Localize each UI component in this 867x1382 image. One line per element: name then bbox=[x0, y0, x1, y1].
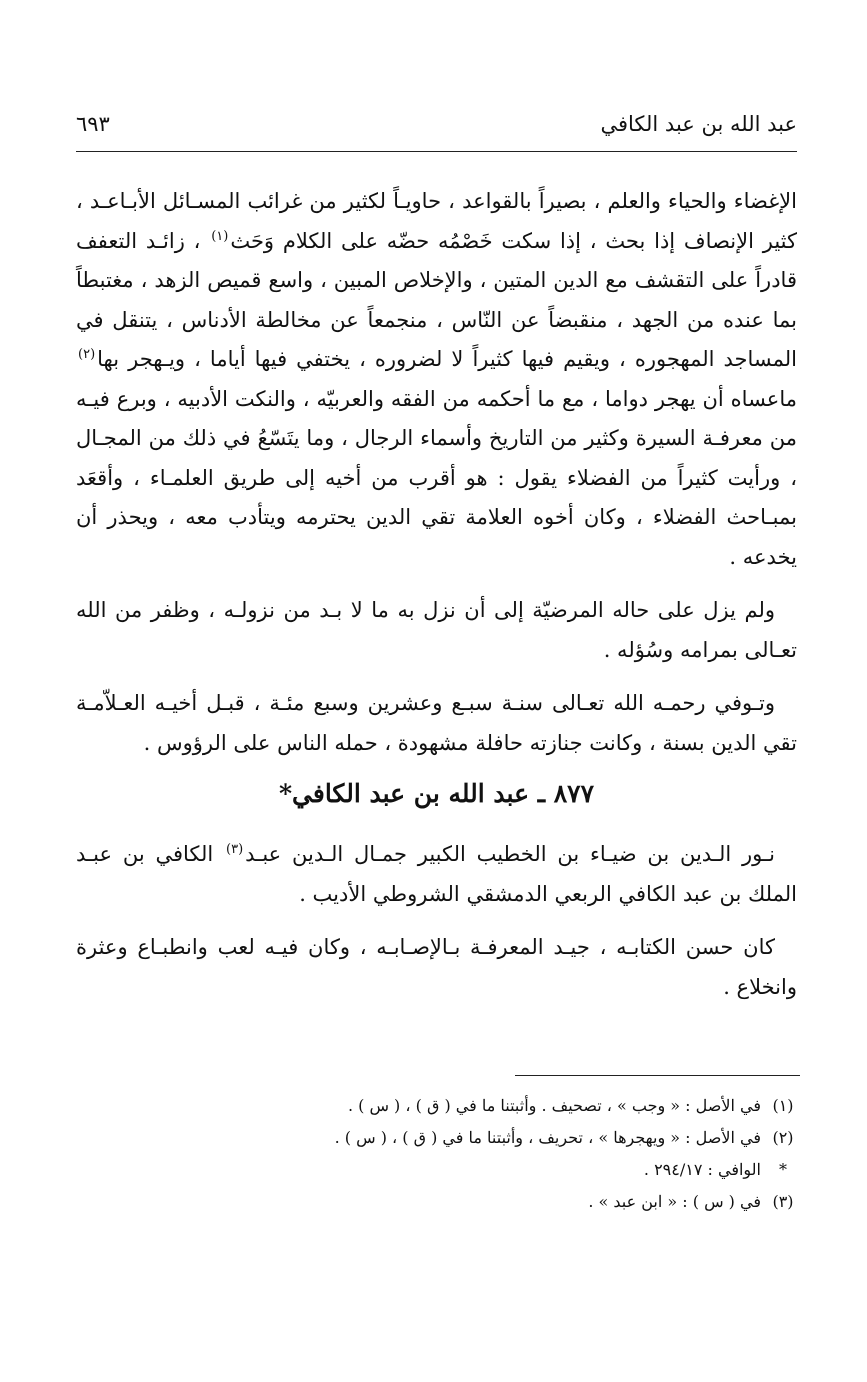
footnote-item bbox=[76, 1090, 805, 1122]
footnote-number: (١) bbox=[772, 1096, 794, 1115]
paragraph-1 bbox=[76, 182, 797, 577]
footnote-ref-3: (٣) bbox=[226, 842, 244, 857]
footnote-text: في الأصل : « وجب » ، تصحيف . وأثبتنا ما في ( ق ) ، ( س ) . bbox=[347, 1096, 761, 1115]
footnote-text: في الأصل : « ويهجرها » ، تحريف ، وأثبتنا ما في ( ق ) ، ( س ) . bbox=[334, 1128, 761, 1147]
entry-heading: ٨٧٧ ـ عبد الله بن عبد الكافي* bbox=[278, 779, 595, 808]
footnotes bbox=[76, 1090, 805, 1218]
paragraph-1-text-a: الإغضاء والحياء والعلم ، بصيراً بالقواعد ، حاويـاً لكثير من غرائب المسـائل الأبـاعـد ، كثير الإنصاف إذا بحث ، إذا سكت خَصْمُه حضّه على الكلام وَحَث bbox=[76, 189, 797, 253]
footnote-ref-2: (٢) bbox=[78, 347, 96, 362]
paragraph-1-text-c: ماعساه أن يهجر دواما ، مع ما أحكمه من الفقه والعربيّه ، والنكت الأدبيه ، وبرع فيـه من معرفـة السيرة وكثير من التاريخ وأسماء الرجال ، وما يتَسّعُ في ذلك من المجـال ، ورأيت كثيراً من الفضلاء يقول : هو أقرب من أخيه إلى طريق العلمـاء ، وأقعَد بمبـاحث الفضلاء ، وكان أخوه العلامة تقي الدين يحترمه ويتأدب معه ، ويحذر أن يخدعه . bbox=[76, 386, 797, 569]
footnote-text: في ( س ) : « ابن عبد » . bbox=[588, 1192, 761, 1211]
paragraph-5: كان حسن الكتابـه ، جيـد المعرفـة بـالإصـابـه ، وكان فيـه لعب وانطبـاع وعثرة وانخلاع . bbox=[76, 935, 797, 999]
footnote-number: * bbox=[779, 1160, 787, 1179]
footnote-divider bbox=[515, 1075, 800, 1076]
footnote-item bbox=[76, 1154, 805, 1186]
footnote-text: الوافي : ٢٩٤/١٧ . bbox=[643, 1160, 761, 1179]
paragraph-2: ولم يزل على حاله المرضيّة إلى أن نزل به ما لا بـد من نزولـه ، وظفر من الله تعـالى بمرامه وسُؤله . bbox=[76, 598, 797, 662]
footnote-number: (٣) bbox=[772, 1192, 794, 1211]
paragraph-3: وتـوفي رحمـه الله تعـالى سنـة سبـع وعشرين وسبع مئـة ، قبـل أخيـه العـلاّمـة تقي الدين بسنة ، وكانت جنازته حافلة مشهودة ، حمله الناس على الرؤوس . bbox=[76, 691, 797, 755]
paragraph-4-text-a: نـور الـدين بن ضيـاء بن الخطيب الكبير جمـال الـدين عبـد bbox=[245, 842, 775, 866]
header-divider bbox=[76, 151, 797, 152]
running-title: عبد الله بن عبد الكافي bbox=[600, 112, 797, 136]
footnote-item bbox=[76, 1122, 805, 1154]
page-number: ٦٩٣ bbox=[76, 112, 110, 136]
page-header bbox=[76, 112, 797, 152]
footnote-ref-1: (١) bbox=[211, 228, 229, 244]
footnote-item bbox=[76, 1186, 805, 1218]
main-text bbox=[76, 182, 797, 1007]
footnote-number: (٢) bbox=[772, 1128, 794, 1147]
paragraph-4-text-b: الكافي بن عبـد الملك بن عبد الكافي الربعي الدمشقي الشروطي الأديب . bbox=[76, 842, 797, 906]
paragraph-4 bbox=[76, 835, 797, 914]
paragraph-1-text-b: ، زائـد التعفف قادراً على التقشف مع الدين المتين ، والإخلاص المبين ، واسع قميص الزهد ، مغتبطاً بما عنده من الجهد ، منقبضاً عن النّاس ، منجمعاً عن مخالطة الأدناس ، يتنقل في المساجد المهجوره ، ويقيم فيها كثيراً لا لضروره ، يختفي فيها أياما ، ويـهجر بها bbox=[76, 228, 797, 371]
